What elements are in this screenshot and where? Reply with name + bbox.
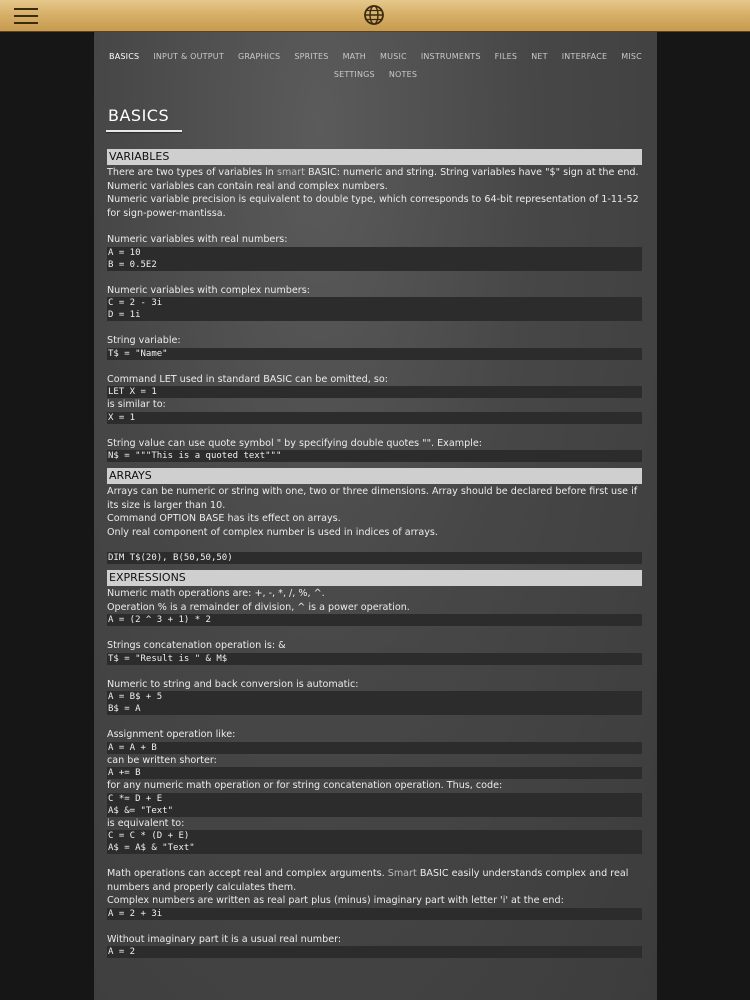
any-label: for any numeric math operation or for string concatenation operation. Thus, code:: [107, 780, 503, 791]
nav-row-2: [94, 70, 657, 88]
code-block-string: T$ = "Name": [107, 348, 642, 360]
left-margin: [0, 32, 93, 1000]
smart-highlight-2: Smart: [387, 868, 417, 879]
variables-p3: Numeric variable precision is equivalent to double type, which corresponds to 64-bit representation of 1-11-52 for sign-power-mantissa.: [107, 194, 639, 219]
equiv-label: is equivalent to:: [107, 817, 185, 829]
quote-label: String value can use quote symbol " by specifying double quotes "". Example:: [107, 437, 482, 449]
code-block-conv: A = B$ + 5 B$ = A: [107, 691, 642, 715]
nav-input-output[interactable]: INPUT & OUTPUT: [153, 52, 224, 61]
nav-music[interactable]: MUSIC: [380, 52, 407, 61]
nav-settings[interactable]: SETTINGS: [333, 70, 375, 79]
conv-label: Numeric to string and back conversion is automatic:: [107, 678, 359, 690]
let-label: Command LET used in standard BASIC can be omitted, so:: [107, 373, 388, 385]
page-title: BASICS: [108, 106, 170, 125]
arrays-p3: Only real component of complex number is used in indices of arrays.: [107, 526, 438, 538]
nav-basics[interactable]: BASICS: [109, 52, 140, 61]
code-block-let: LET X = 1: [107, 386, 642, 398]
concat-label: Strings concatenation operation is: &: [107, 640, 286, 651]
real-label: Numeric variables with real numbers:: [107, 234, 288, 245]
nav-misc[interactable]: MISC: [621, 52, 642, 61]
nav-net[interactable]: NET: [531, 52, 548, 61]
smart-highlight: smart: [276, 167, 305, 178]
code-block-concat: T$ = "Result is " & M$: [107, 653, 642, 665]
assign-label: Assignment operation like:: [107, 729, 236, 740]
globe-icon[interactable]: [363, 4, 385, 26]
code-block-assign: A = A + B: [107, 742, 642, 754]
right-margin: [657, 32, 750, 1000]
code-block-quote: N$ = """This is a quoted text""": [107, 450, 642, 462]
expressions-p1: Numeric math operations are: +, -, *, /, %, ^.: [107, 588, 325, 599]
intro-text-a: There are two types of variables in: [107, 167, 277, 178]
string-label: String variable:: [107, 335, 181, 346]
intro-text-b: BASIC: numeric and string. String variables have "$" sign at the end.: [304, 167, 639, 178]
code-block-expr: A = (2 ^ 3 + 1) * 2: [107, 614, 642, 626]
shorter-label: can be written shorter:: [107, 754, 217, 766]
hamburger-icon[interactable]: [14, 8, 38, 24]
code-block-similar: X = 1: [107, 412, 642, 424]
code-block-complex: C = 2 - 3i D = 1i: [107, 297, 642, 321]
nav-sprites[interactable]: SPRITES: [294, 52, 329, 61]
expressions-p2: Operation % is a remainder of division, ^ is a power operation.: [107, 601, 410, 613]
documentation-panel: [94, 32, 657, 1000]
code-block-arrays: DIM T$(20), B(50,50,50): [107, 552, 642, 564]
arrays-p1: Arrays can be numeric or string with one, two or three dimensions. Array should be declared before first use if its size is larger than 10.: [107, 486, 638, 511]
nav-notes[interactable]: NOTES: [388, 70, 418, 79]
code-block-any: C *= D + E A$ &= "Text": [107, 793, 642, 817]
section-header-expressions: EXPRESSIONS: [107, 570, 642, 586]
similar-label: is similar to:: [107, 399, 166, 410]
nav-graphics[interactable]: GRAPHICS: [237, 52, 281, 61]
variables-intro: [107, 166, 642, 180]
variables-p2: Numeric variables can contain real and complex numbers.: [107, 180, 388, 192]
code-block-complex-written: A = 2 + 3i: [107, 908, 642, 920]
math-text-b: BASIC easily understands complex and real numbers and properly calculates them.: [107, 868, 629, 893]
code-block-noimag: A = 2: [107, 946, 642, 958]
nav-row-1: [94, 52, 657, 70]
section-nav: [94, 52, 657, 88]
title-underline: [106, 130, 182, 132]
code-block-shorter: A += B: [107, 767, 642, 779]
nav-math[interactable]: MATH: [342, 52, 367, 61]
complex-written-label: Complex numbers are written as real part plus (minus) imaginary part with letter 'i' at the end:: [107, 895, 564, 906]
section-header-arrays: ARRAYS: [107, 468, 642, 484]
nav-instruments[interactable]: INSTRUMENTS: [420, 52, 481, 61]
nav-interface[interactable]: INTERFACE: [561, 52, 608, 61]
section-header-variables: VARIABLES: [107, 149, 642, 165]
noimag-label: Without imaginary part it is a usual real number:: [107, 933, 342, 945]
top-toolbar: [0, 0, 750, 32]
nav-files[interactable]: FILES: [494, 52, 518, 61]
math-paragraph: [107, 867, 642, 894]
complex-label: Numeric variables with complex numbers:: [107, 284, 310, 296]
content: [107, 149, 642, 958]
code-block-real: A = 10 B = 0.5E2: [107, 247, 642, 271]
math-text-a: Math operations can accept real and complex arguments.: [107, 868, 388, 879]
code-block-equiv: C = C * (D + E) A$ = A$ & "Text": [107, 830, 642, 854]
arrays-p2: Command OPTION BASE has its effect on arrays.: [107, 513, 341, 524]
